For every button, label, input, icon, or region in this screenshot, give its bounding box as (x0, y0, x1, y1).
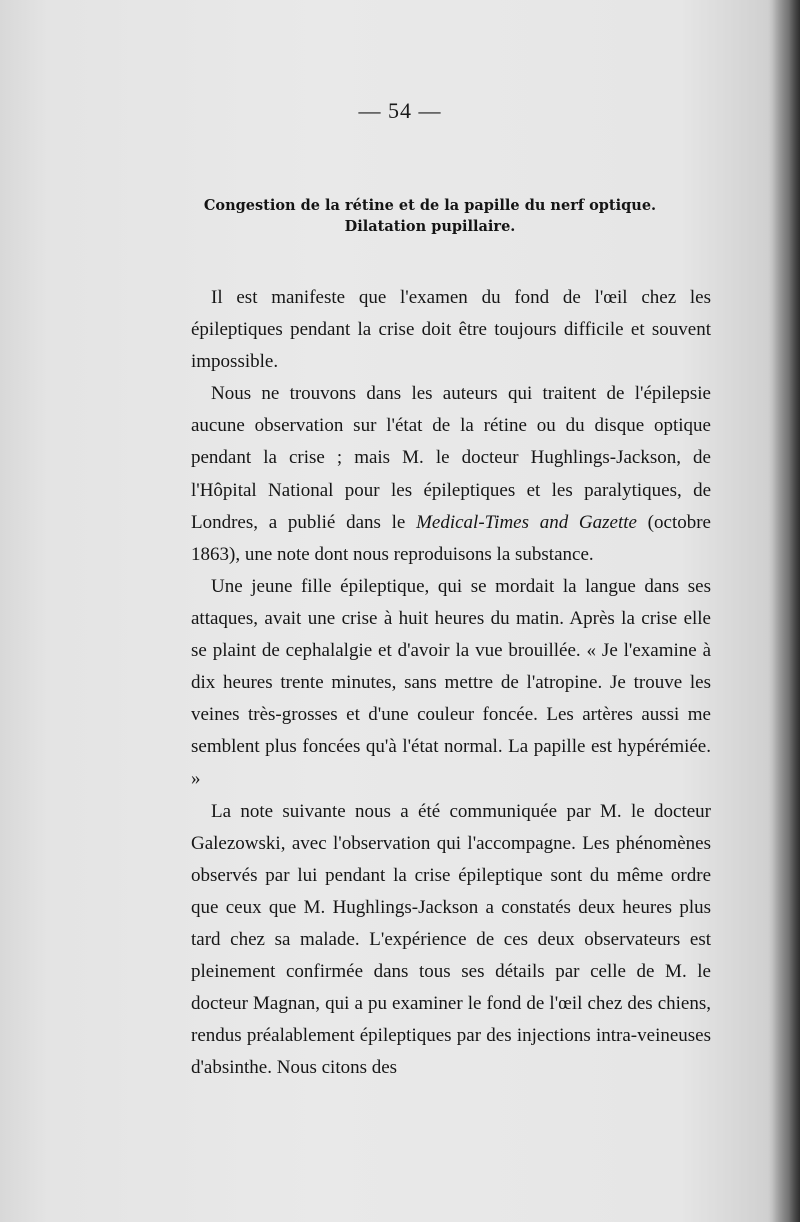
paragraph-2-start: Nous ne trouvons dans les auteurs qui traitent de l'épilepsie aucune observation sur l'état de la rétine ou du disque optique pendant la crise ; mais M. le docteur Hughlings-Jackson, de l'Hôpital National pour les épileptiques et les paralytiques, de Londres, a publié dans le (191, 383, 711, 533)
page-gutter-shadow (772, 0, 800, 1222)
section-subheading: Dilatation pupillaire. (344, 218, 516, 235)
paragraph-1: Il est manifeste que l'examen du fond de l'œil chez les épileptiques pendant la crise doit être toujours difficile et souvent impossible. (191, 287, 711, 373)
body-text (191, 282, 711, 1084)
paragraph-2-end: (octobre 1863), une note dont nous reproduisons la substance. (191, 511, 711, 565)
paragraph-2 (191, 378, 711, 571)
journal-title: Medical-Times and Gazette (416, 511, 637, 533)
section-heading: Congestion de la rétine et de la papille du nerf optique. (203, 197, 657, 214)
page-number: — 54 — (358, 98, 442, 123)
paragraph-3: Une jeune fille épileptique, qui se mordait la langue dans ses attaques, avait une crise à huit heures du matin. Après la crise elle se plaint de cephalalgie et d'avoir la vue brouillée. « Je l'examine à dix heures trente minutes, sans mettre de l'atropine. Je trouve les veines très-grosses et d'une couleur foncée. Les artères aussi me semblent plus foncées qu'à l'état normal. La papille est hypérémiée. » (191, 575, 711, 790)
paragraph-4: La note suivante nous a été communiquée par M. le docteur Galezowski, avec l'observation qui l'accompagne. Les phénomènes observés par lui pendant la crise épileptique sont du même ordre que ceux que M. Hughlings-Jackson a constatés deux heures plus tard chez sa malade. L'expérience de ces deux observateurs est pleinement confirmée dans tous ses détails par celle de M. le docteur Magnan, qui a pu examiner le fond de l'œil chez des chiens, rendus préalablement épileptiques par des injections intra-veineuses d'absinthe. Nous citons des (191, 800, 711, 1079)
